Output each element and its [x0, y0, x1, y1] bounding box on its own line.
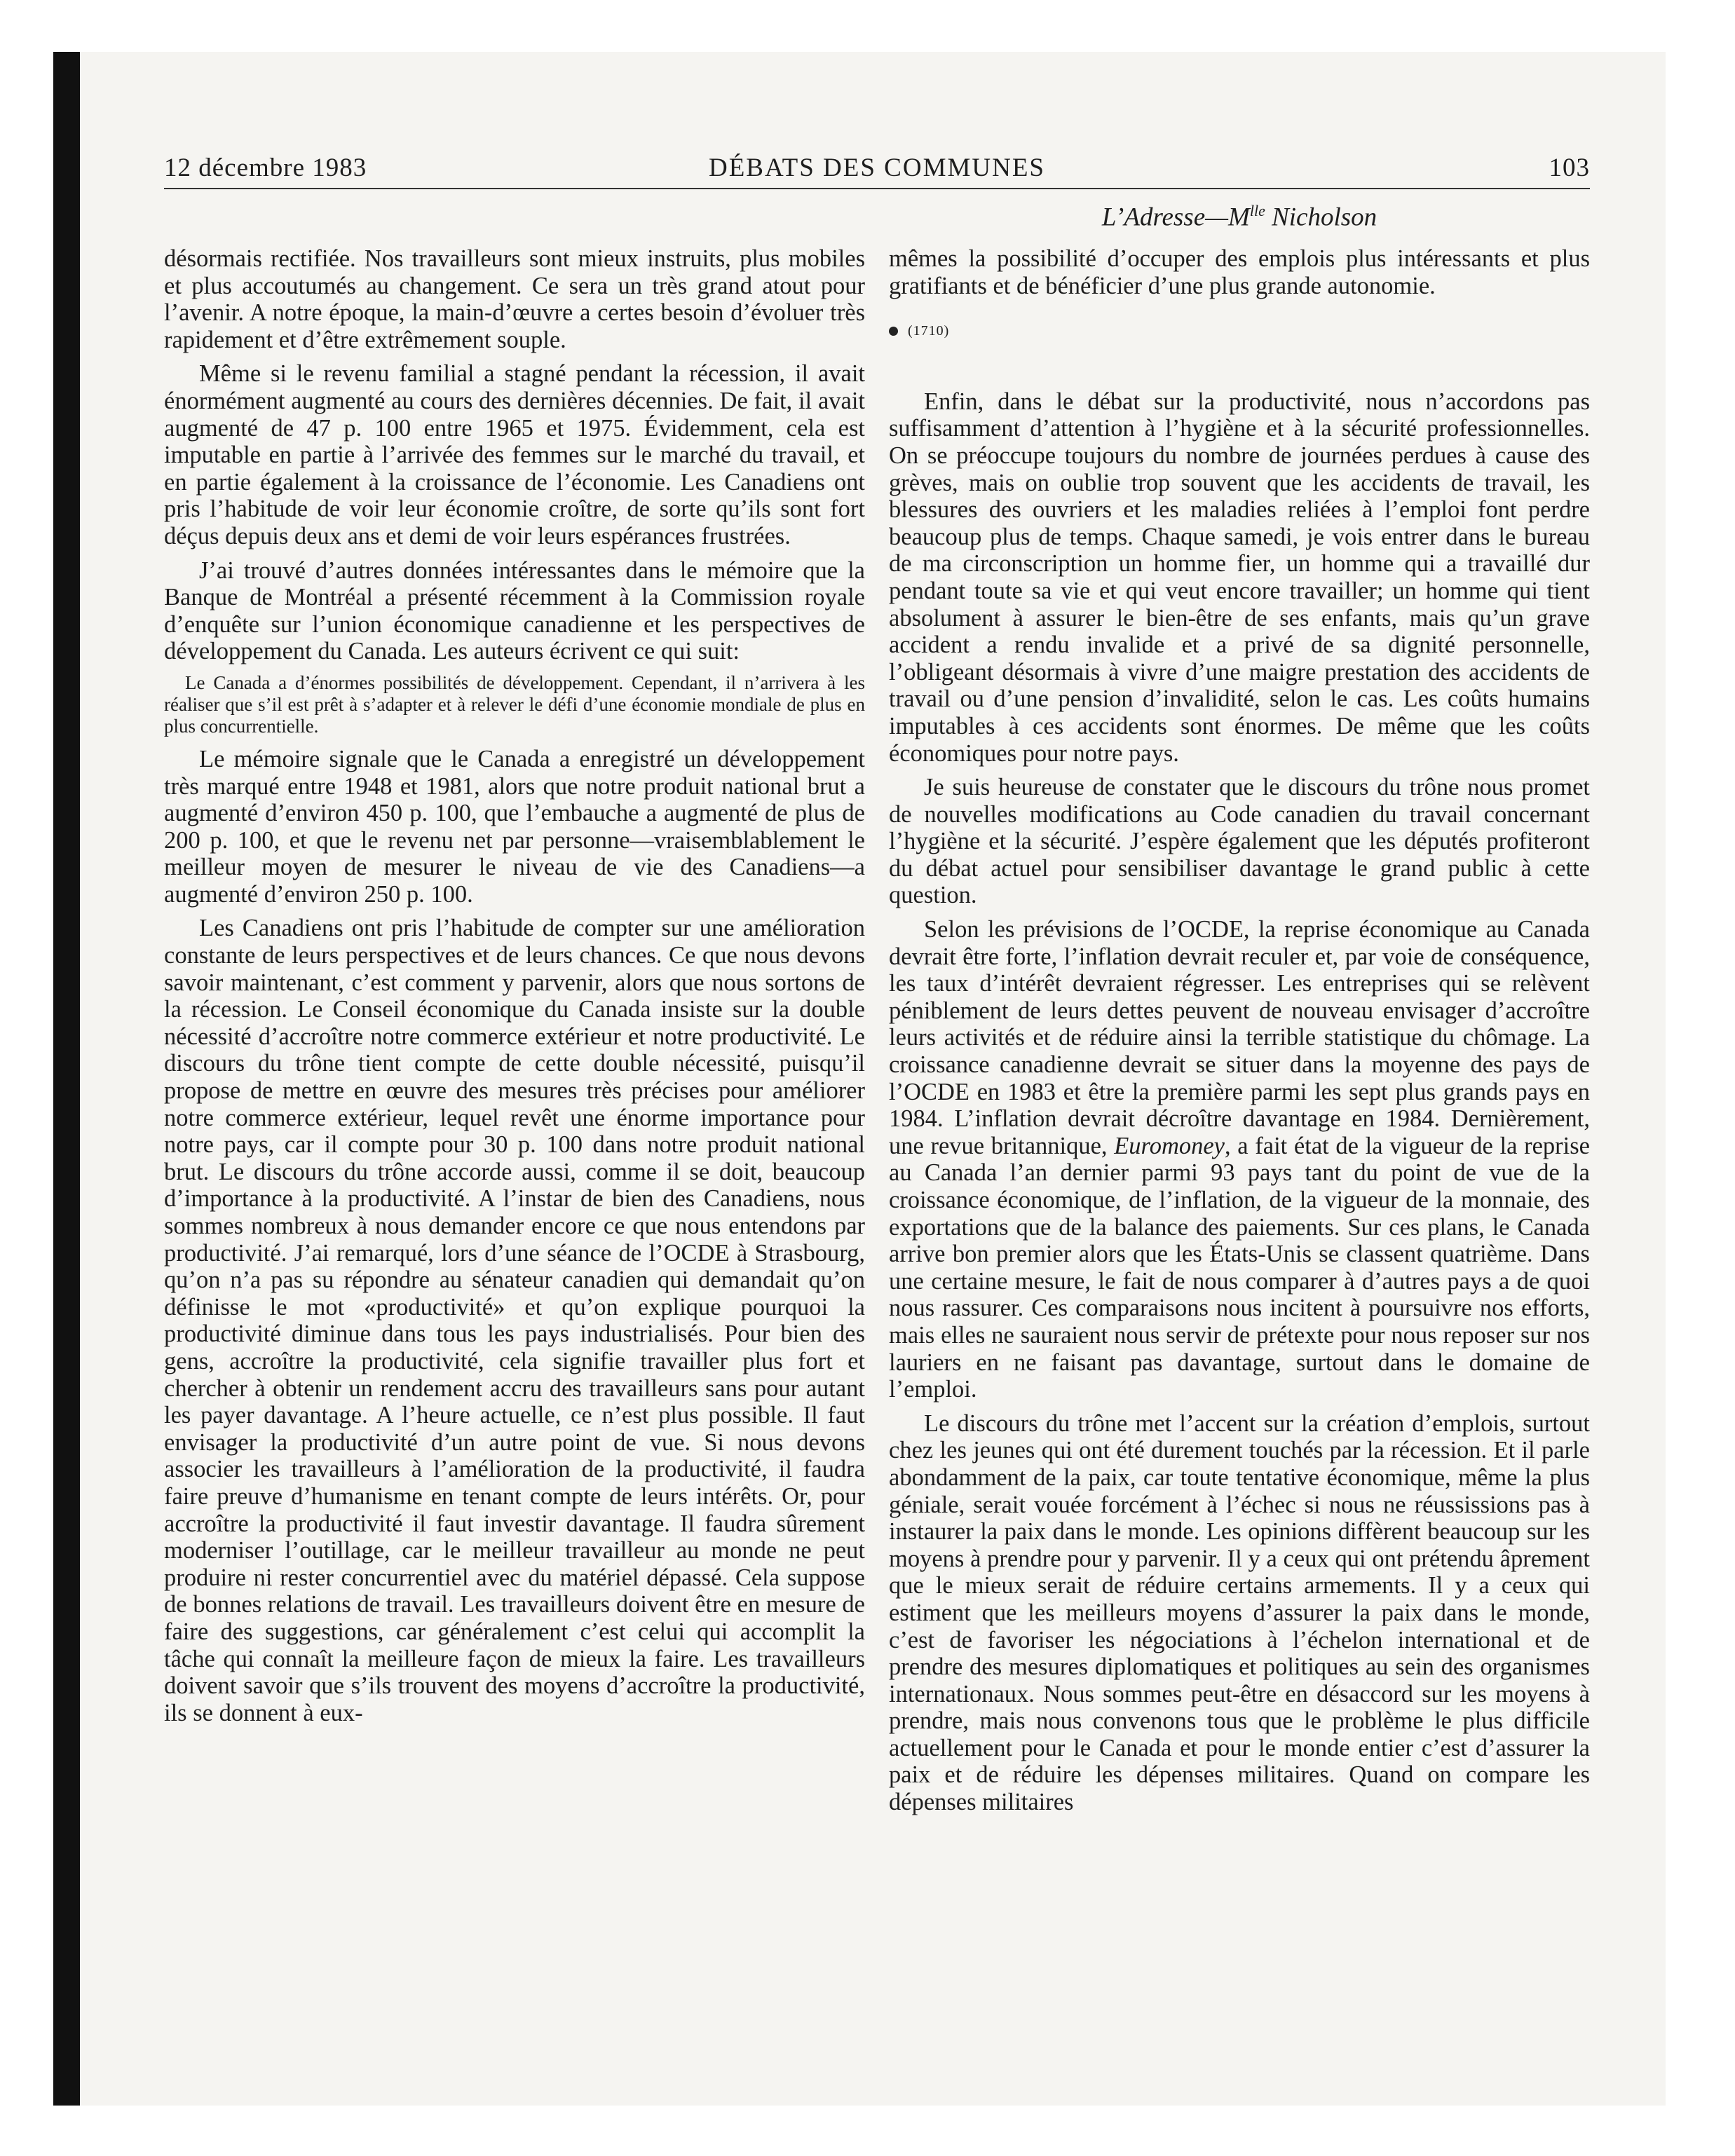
bullet-icon — [889, 327, 898, 336]
header-title: DÉBATS DES COMMUNES — [708, 153, 1045, 182]
paragraph-text: , a fait état de la vigueur de la reprise au Canada l’an dernier parmi 93 pays tant du point de vue de la croissance économique, de l’inflation, de la vigueur de la monnaie, des exportations que de la balance des paiements. Sur ces plans, le Canada arrive bon premier alors que les États-Unis se classent quatrième. Dans une certaine mesure, le fait de nous comparer à d’autres pays a de quoi nous rassurer. Ces comparaisons nous incitent à poursuivre nos efforts, mais elles ne sauraient nous servir de prétexte pour nous reposer sur nos lauriers en ne faisant pas davantage, surtout dans le domaine de l’emploi. — [889, 1132, 1590, 1403]
subheading-name: Nicholson — [1265, 203, 1377, 232]
publication-name: Euromoney — [1114, 1132, 1225, 1159]
subheading-superscript: lle — [1249, 202, 1265, 219]
paragraph: Enfin, dans le débat sur la productivité, nous n’accordons pas suffisamment d’attention à l’hygiène et à la sécurité professionnelles. On se préoccupe toujours du nombre de journées perdues à cause des grèves, mais on oublie trop souvent que les accidents de travail, les blessures des ouvriers et les maladies reliées à l’emploi font perdre beaucoup plus de temps. Chaque samedi, je vois entrer dans le bureau de ma circonscription un homme fier, un homme qui a travaillé dur pendant toute sa vie et qui veut encore travailler; un homme qui tient absolument à assurer le bien-être de ses enfants, mais qu’un grave accident a rendu invalide et a privé de sa dignité personnelle, l’obligeant désormais à vivre d’une maigre prestation des accidents de travail ou d’une pension d’invalidité, selon le cas. Les coûts humains imputables à ces accidents sont énormes. De même que les coûts économiques pour notre pays. — [889, 388, 1590, 767]
header-date: 12 décembre 1983 — [164, 153, 367, 182]
paragraph: Le discours du trône met l’accent sur la création d’emplois, surtout chez les jeunes qui ont été durement touchés par la récession. Et il parle abondamment de la paix, car toute tentative économique, même la plus géniale, serait vouée forcément à l’échec si nous ne réussissions pas à instaurer la paix dans le monde. Les opinions diffèrent beaucoup sur les moyens à prendre pour y parvenir. Il y a ceux qui ont prétendu âprement que le mieux serait de réduire certains armements. Il y a ceux qui estiment que les meilleurs moyens d’assurer la paix dans le monde, c’est de favoriser les négociations à l’échelon international et de prendre des mesures diplomatiques et politiques au sein des organismes internationaux. Nous sommes peut-être en désaccord sur les moyens à prendre, mais nous convenons tous que le problème le plus difficile actuellement pour le Canada et pour le monde entier c’est d’assurer la paix et de réduire les dépenses militaires. Quand on compare les dépenses militaires — [889, 1410, 1590, 1816]
paragraph-text: Selon les prévisions de l’OCDE, la reprise économique au Canada devrait être forte, l’inflation devrait reculer et, par voie de conséquence, les taux d’intérêt devraient régresser. Les entreprises qui se relèvent péniblement de leurs dettes peuvent de nouveau envisager d’accroître leurs activités et de réduire ainsi la terrible statistique du chômage. La croissance canadienne devrait se situer dans la moyenne des pays de l’OCDE en 1983 et être la première parmi les sept plus grands pays en 1984. L’inflation devrait décroître davantage en 1984. Dernièrement, une revue britannique, — [889, 916, 1590, 1159]
paragraph: Je suis heureuse de constater que le discours du trône nous promet de nouvelles modifications au Code canadien du travail concernant l’hygiène et la sécurité. J’espère également que les députés profiteront du débat actuel pour sensibiliser davantage le grand public à cette question. — [889, 774, 1590, 909]
right-column — [889, 245, 1590, 1823]
paragraph — [889, 916, 1590, 1403]
paragraph: Le mémoire signale que le Canada a enregistré un développement très marqué entre 1948 et 1981, alors que notre produit national brut a augmenté d’environ 450 p. 100, que l’embauche a augmenté de plus de 200 p. 100, et que le revenu net par personne—vraisemblablement le meilleur moyen de mesurer le niveau de vie des Canadiens—a augmenté d’environ 250 p. 100. — [164, 745, 865, 908]
running-header — [164, 149, 1590, 188]
subheading-text: L’Adresse—M — [1101, 203, 1250, 232]
time-marker-text: (1710) — [908, 323, 950, 339]
paragraph: Même si le revenu familial a stagné pendant la récession, il avait énormément augmenté au cours des dernières décennies. De fait, il avait augmenté de 47 p. 100 entre 1965 et 1975. Évidemment, cela est imputable en partie à l’arrivée des femmes sur le marché du travail, et en partie également à la croissance de l’économie. Les Canadiens ont pris l’habitude de voir leur économie croître, de sorte qu’ils sont fort déçus depuis deux ans et demi de voir leurs espérances frustrées. — [164, 360, 865, 550]
page-number: 103 — [1549, 153, 1590, 182]
header-rule — [164, 188, 1590, 189]
paragraph: Les Canadiens ont pris l’habitude de compter sur une amélioration constante de leurs perspectives et de leurs chances. Ce que nous devons savoir maintenant, c’est comment y parvenir, alors que nous sortons de la récession. Le Conseil économique du Canada insiste sur la double nécessité d’accroître notre commerce extérieur et notre productivité. Le discours du trône tient compte de cette double nécessité, puisqu’il propose de mettre en œuvre des mesures très précises pour améliorer notre commerce extérieur, lequel revêt une énorme importance pour notre pays, car il compte pour 30 p. 100 dans notre produit national brut. Le discours du trône accorde aussi, comme il se doit, beaucoup d’importance à la productivité. A l’instar de bien des Canadiens, nous sommes nombreux à nous demander encore ce que nous entendons par productivité. J’ai remarqué, lors d’une séance de l’OCDE à Strasbourg, qu’on n’a pas su répondre au sénateur canadien qui demandait qu’on définisse le mot «productivité» et qu’on explique pourquoi la productivité diminue dans tous les pays industrialisés. Pour bien des gens, accroître la productivité, cela signifie travailler plus fort et chercher à obtenir un rendement accru des travailleurs sans pour autant les payer davantage. A l’heure actuelle, ce n’est plus possible. Il faut envisager la productivité d’un autre point de vue. Si nous devons associer les travailleurs à l’amélioration de la productivité, il faudra faire preuve d’humanisme en tenant compte de leurs intérêts. Or, pour accroître la productivité il faut investir davantage. Il faudra sûrement moderniser l’outillage, car le meilleur travailleur au monde ne peut produire ni rester concurrentiel avec du matériel dépassé. Cela suppose de bonnes relations de travail. Les travailleurs doivent être en mesure de faire des suggestions, car généralement c’est celui qui accomplit la tâche qui connaît la meilleure façon de mieux la faire. Les travailleurs doivent savoir que s’ils trouvent des moyens d’accroître la productivité, ils se donnent à eux- — [164, 915, 865, 1726]
scan-border — [53, 52, 80, 2106]
time-marker — [889, 318, 1590, 345]
block-quote: Le Canada a d’énormes possibilités de développement. Cependant, il n’arrivera à les réaliser que s’il est prêt à s’adapter et à relever le défi d’une économie mondiale de plus en plus concurrentielle. — [164, 671, 865, 737]
section-subheading — [889, 202, 1590, 232]
paragraph: désormais rectifiée. Nos travailleurs sont mieux instruits, plus mobiles et plus accoutumés au changement. Ce sera un très grand atout pour l’avenir. A notre époque, la main-d’œuvre a certes besoin d’évoluer très rapidement et d’être extrêmement souple. — [164, 245, 865, 353]
left-column — [164, 245, 865, 1733]
paragraph: J’ai trouvé d’autres données intéressantes dans le mémoire que la Banque de Montréal a présenté récemment à la Commission royale d’enquête sur l’union économique canadienne et les perspectives de développement du Canada. Les auteurs écrivent ce qui suit: — [164, 557, 865, 665]
paragraph: mêmes la possibilité d’occuper des emplois plus intéressants et plus gratifiants et de bénéficier d’une plus grande autonomie. — [889, 245, 1590, 299]
